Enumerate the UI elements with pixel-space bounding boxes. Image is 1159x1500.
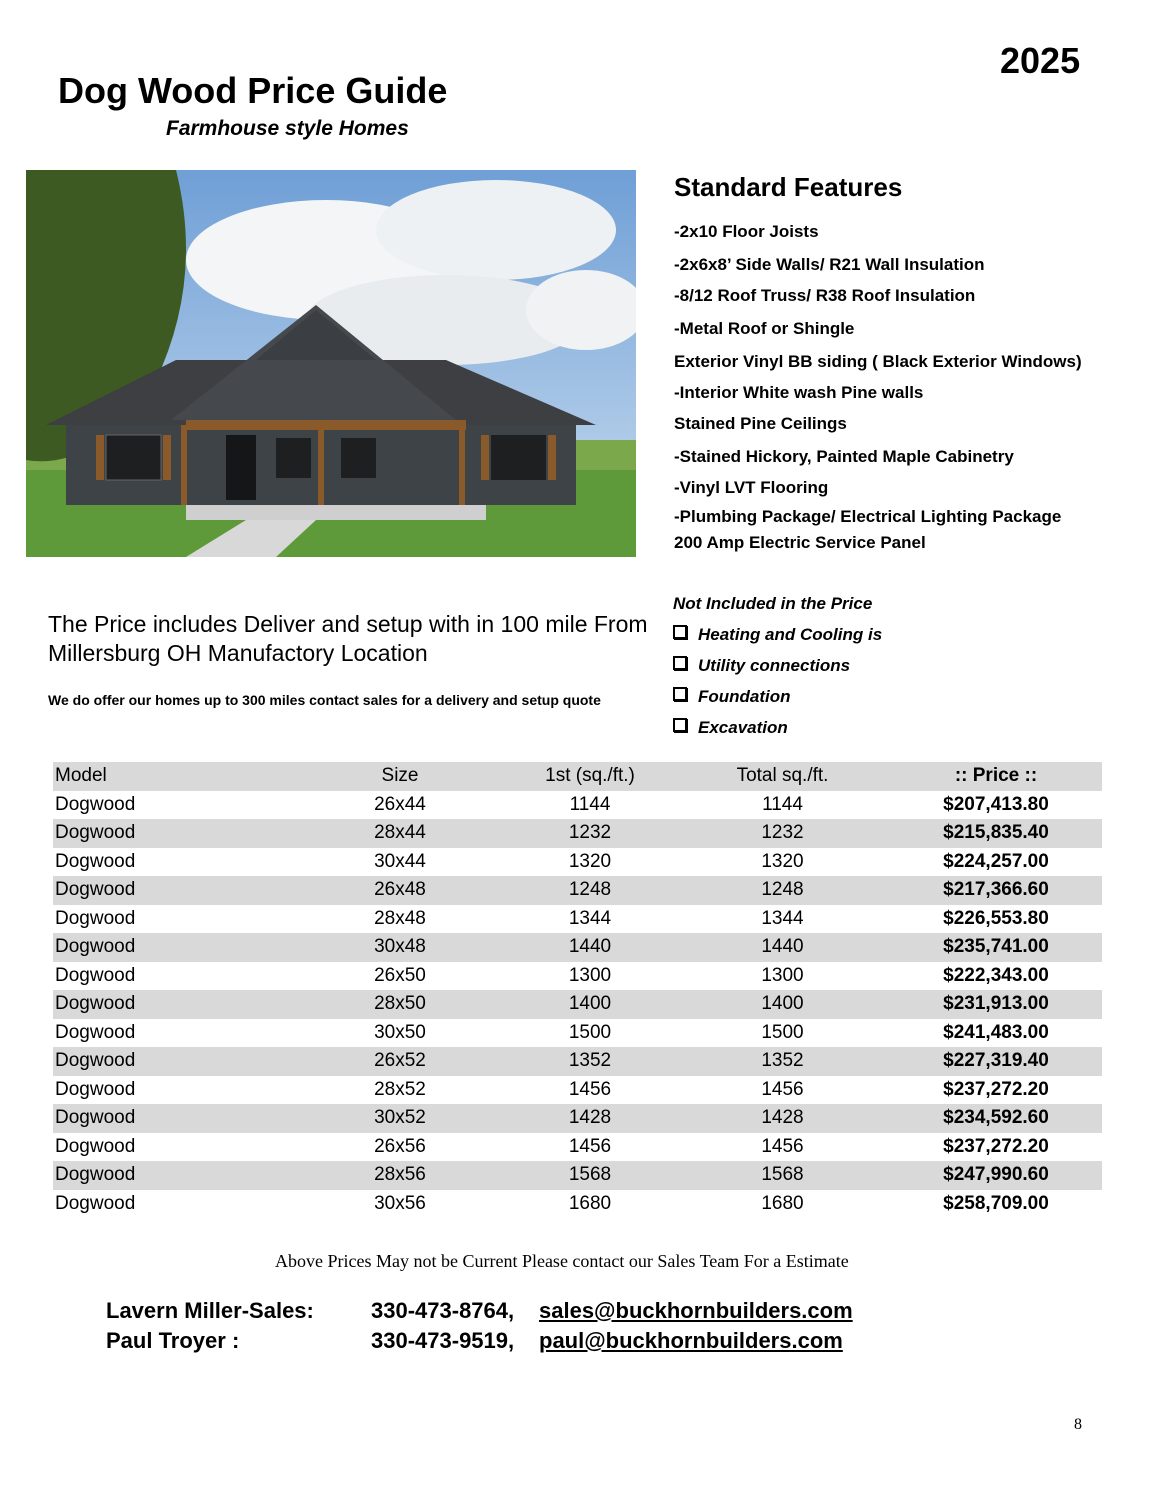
page-number: 8 bbox=[1074, 1416, 1082, 1433]
feature-item: 200 Amp Electric Service Panel bbox=[674, 533, 926, 552]
cell-size: 26x52 bbox=[374, 1050, 426, 1072]
cell-model: Dogwood bbox=[55, 1192, 136, 1214]
cell-total-sqft: 1428 bbox=[761, 1107, 804, 1129]
feature-item: -Interior White wash Pine walls bbox=[674, 383, 924, 402]
cell-first-sqft: 1344 bbox=[568, 907, 612, 929]
not-included-item bbox=[673, 656, 850, 676]
contact-phone: 330-473-9519, bbox=[371, 1328, 515, 1353]
feature-item: -8/12 Roof Truss/ R38 Roof Insulation bbox=[674, 286, 976, 305]
contact-phone: 330-473-8764, bbox=[371, 1298, 515, 1323]
cell-total-sqft: 1344 bbox=[761, 907, 804, 929]
feature-item: Stained Pine Ceilings bbox=[674, 414, 847, 433]
cell-first-sqft: 1352 bbox=[568, 1050, 612, 1072]
cell-first-sqft: 1500 bbox=[568, 1021, 612, 1043]
cell-price: $226,553.80 bbox=[943, 907, 1049, 929]
contact-name: Paul Troyer : bbox=[106, 1328, 240, 1353]
table-row bbox=[53, 1047, 1102, 1076]
cell-first-sqft: 1428 bbox=[568, 1107, 612, 1129]
cell-price: $241,483.00 bbox=[943, 1021, 1049, 1043]
cell-size: 28x56 bbox=[374, 1164, 426, 1186]
cell-price: $227,319.40 bbox=[943, 1050, 1049, 1072]
cell-first-sqft: 1248 bbox=[568, 879, 612, 901]
cell-first-sqft: 1232 bbox=[568, 822, 612, 844]
cell-first-sqft: 1456 bbox=[568, 1078, 612, 1100]
cell-price: $224,257.00 bbox=[943, 850, 1049, 872]
feature-item: -2x10 Floor Joists bbox=[674, 222, 819, 241]
cell-price: $234,592.60 bbox=[943, 1107, 1049, 1129]
cell-size: 28x52 bbox=[374, 1078, 426, 1100]
cell-price: $231,913.00 bbox=[943, 993, 1049, 1015]
feature-item: -Metal Roof or Shingle bbox=[674, 319, 855, 338]
price-table bbox=[53, 762, 1102, 1218]
cell-model: Dogwood bbox=[55, 850, 136, 872]
cell-price: $235,741.00 bbox=[943, 936, 1049, 958]
cell-size: 30x44 bbox=[374, 850, 426, 872]
cell-price: $237,272.20 bbox=[943, 1078, 1049, 1100]
standard-features-title: Standard Features bbox=[674, 172, 903, 202]
header-model: Model bbox=[53, 762, 295, 791]
delivery-text: The Price includes Deliver and setup with in 100 mile From Millersburg OH Manufactory Location bbox=[48, 611, 648, 666]
cell-model: Dogwood bbox=[55, 793, 136, 815]
cell-size: 28x48 bbox=[374, 907, 426, 929]
table-row bbox=[53, 1076, 1102, 1105]
table-row bbox=[53, 1161, 1102, 1190]
cell-first-sqft: 1440 bbox=[568, 936, 612, 958]
cell-size: 30x48 bbox=[374, 936, 426, 958]
cell-price: $222,343.00 bbox=[943, 964, 1049, 986]
cell-total-sqft: 1300 bbox=[761, 964, 804, 986]
checkbox-icon bbox=[673, 718, 687, 732]
cell-price: $207,413.80 bbox=[943, 793, 1049, 815]
not-included-label: Utility connections bbox=[698, 656, 851, 675]
cell-first-sqft: 1680 bbox=[568, 1192, 612, 1214]
cell-size: 28x50 bbox=[374, 993, 426, 1015]
cell-total-sqft: 1568 bbox=[761, 1164, 804, 1186]
cell-model: Dogwood bbox=[55, 964, 136, 986]
table-row bbox=[53, 990, 1102, 1019]
table-row bbox=[53, 791, 1102, 820]
feature-item: -2x6x8’ Side Walls/ R21 Wall Insulation bbox=[674, 255, 985, 274]
year: 2025 bbox=[1000, 40, 1081, 81]
cell-total-sqft: 1248 bbox=[761, 879, 804, 901]
cell-model: Dogwood bbox=[55, 993, 136, 1015]
not-included-item bbox=[673, 718, 788, 738]
not-included-label: Excavation bbox=[698, 718, 788, 737]
cell-total-sqft: 1680 bbox=[761, 1192, 804, 1214]
cell-first-sqft: 1400 bbox=[568, 993, 612, 1015]
cell-price: $215,835.40 bbox=[943, 822, 1049, 844]
cell-size: 28x44 bbox=[374, 822, 426, 844]
contact-name: Lavern Miller-Sales: bbox=[106, 1298, 314, 1323]
checkbox-icon bbox=[673, 625, 687, 639]
cell-size: 30x50 bbox=[374, 1021, 426, 1043]
cell-model: Dogwood bbox=[55, 1107, 136, 1129]
cell-total-sqft: 1440 bbox=[761, 936, 804, 958]
cell-first-sqft: 1300 bbox=[568, 964, 612, 986]
table-row bbox=[53, 848, 1102, 877]
header-size: Size bbox=[295, 762, 505, 791]
not-included-label: Foundation bbox=[698, 687, 791, 706]
cell-first-sqft: 1568 bbox=[568, 1164, 612, 1186]
cell-model: Dogwood bbox=[55, 907, 136, 929]
cell-total-sqft: 1456 bbox=[761, 1078, 804, 1100]
not-included-item bbox=[673, 687, 791, 707]
table-row bbox=[53, 819, 1102, 848]
cell-first-sqft: 1320 bbox=[568, 850, 612, 872]
checkbox-icon bbox=[673, 656, 687, 670]
delivery-note: We do offer our homes up to 300 miles contact sales for a delivery and setup quote bbox=[48, 692, 601, 708]
feature-item: -Plumbing Package/ Electrical Lighting Package bbox=[674, 507, 1062, 526]
disclaimer: Above Prices May not be Current Please contact our Sales Team For a Estimate bbox=[275, 1251, 849, 1271]
table-row bbox=[53, 1190, 1102, 1219]
cell-total-sqft: 1144 bbox=[762, 793, 803, 815]
feature-item: -Vinyl LVT Flooring bbox=[674, 478, 829, 497]
feature-item: -Stained Hickory, Painted Maple Cabinetry bbox=[674, 447, 1014, 466]
checkbox-icon bbox=[673, 687, 687, 701]
header-price: :: Price :: bbox=[890, 762, 1102, 791]
not-included-item bbox=[673, 625, 882, 645]
cell-price: $217,366.60 bbox=[943, 879, 1049, 901]
cell-price: $247,990.60 bbox=[943, 1164, 1049, 1186]
cell-price: $237,272.20 bbox=[943, 1135, 1049, 1157]
contact-email-link[interactable]: sales@buckhornbuilders.com bbox=[539, 1298, 853, 1323]
header-first-sqft: 1st (sq./ft.) bbox=[505, 762, 675, 791]
cell-total-sqft: 1500 bbox=[761, 1021, 804, 1043]
cell-size: 30x56 bbox=[374, 1192, 426, 1214]
cell-model: Dogwood bbox=[55, 1050, 136, 1072]
table-header-row bbox=[53, 762, 1102, 791]
cell-model: Dogwood bbox=[55, 936, 136, 958]
table-row bbox=[53, 876, 1102, 905]
contact-email-link[interactable]: paul@buckhornbuilders.com bbox=[539, 1328, 843, 1353]
cell-total-sqft: 1232 bbox=[761, 822, 804, 844]
cell-model: Dogwood bbox=[55, 822, 136, 844]
cell-size: 26x50 bbox=[374, 964, 426, 986]
not-included-title: Not Included in the Price bbox=[673, 594, 873, 613]
table-row bbox=[53, 1133, 1102, 1162]
cell-price: $258,709.00 bbox=[943, 1192, 1049, 1214]
cell-total-sqft: 1352 bbox=[761, 1050, 804, 1072]
cell-size: 26x44 bbox=[374, 793, 426, 815]
cell-total-sqft: 1456 bbox=[761, 1135, 804, 1157]
header-total-sqft: Total sq./ft. bbox=[675, 762, 890, 791]
cell-model: Dogwood bbox=[55, 1078, 136, 1100]
subtitle: Farmhouse style Homes bbox=[166, 117, 409, 140]
cell-size: 26x48 bbox=[374, 879, 426, 901]
table-row bbox=[53, 905, 1102, 934]
cell-model: Dogwood bbox=[55, 1164, 136, 1186]
cell-model: Dogwood bbox=[55, 1135, 136, 1157]
not-included-label: Heating and Cooling is bbox=[698, 625, 883, 644]
cell-model: Dogwood bbox=[55, 879, 136, 901]
page-title: Dog Wood Price Guide bbox=[58, 70, 448, 111]
cell-size: 26x56 bbox=[374, 1135, 426, 1157]
cell-first-sqft: 1456 bbox=[568, 1135, 612, 1157]
table-row bbox=[53, 933, 1102, 962]
table-row bbox=[53, 1019, 1102, 1048]
cell-total-sqft: 1400 bbox=[761, 993, 804, 1015]
table-row bbox=[53, 962, 1102, 991]
cell-size: 30x52 bbox=[374, 1107, 426, 1129]
cell-model: Dogwood bbox=[55, 1021, 136, 1043]
house-photo bbox=[26, 170, 636, 557]
table-row bbox=[53, 1104, 1102, 1133]
cell-first-sqft: 1144 bbox=[569, 793, 611, 815]
feature-item: Exterior Vinyl BB siding ( Black Exterior Windows) bbox=[674, 352, 1082, 371]
cell-total-sqft: 1320 bbox=[761, 850, 804, 872]
